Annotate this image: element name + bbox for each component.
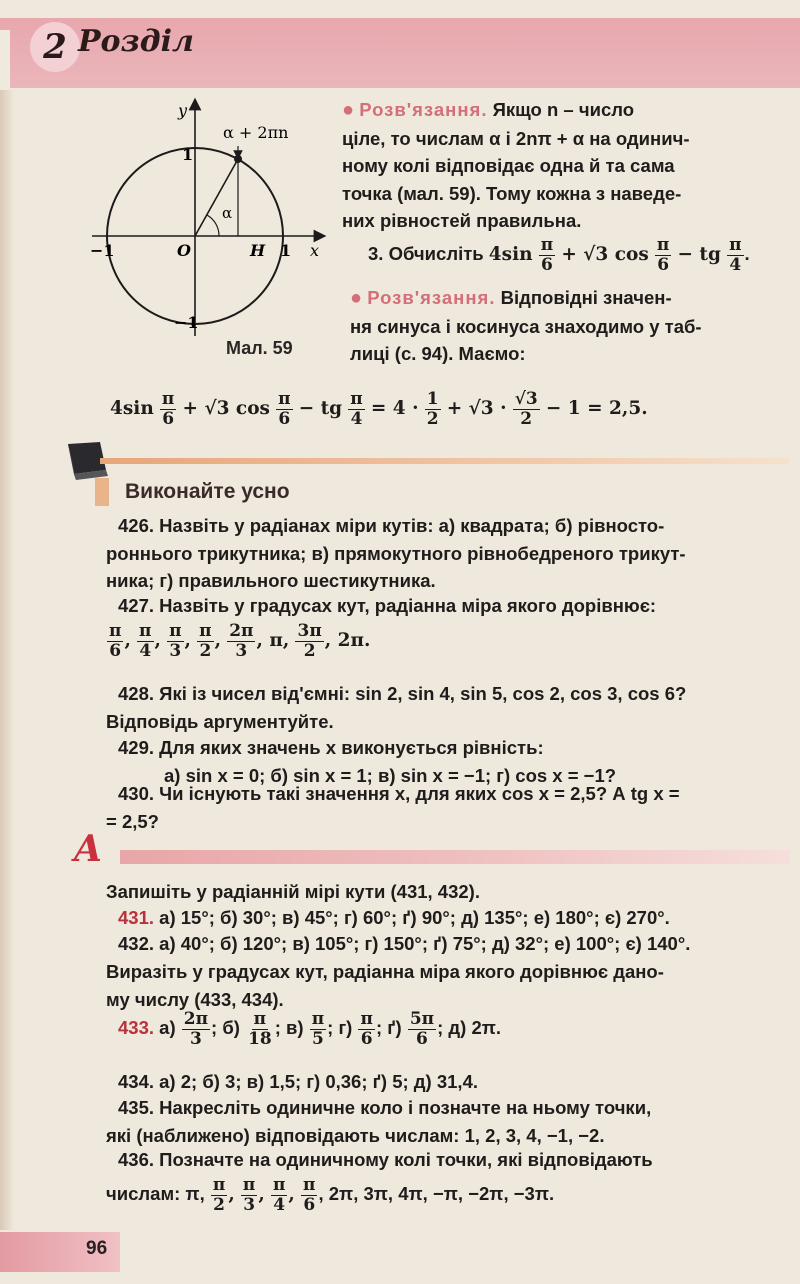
fraction xyxy=(425,390,441,429)
frac-num: π xyxy=(303,1175,316,1195)
unit-circle-figure xyxy=(82,96,332,351)
frac-num: π xyxy=(540,235,554,255)
frac-den: 4 xyxy=(273,1195,286,1215)
fraction xyxy=(241,1176,257,1215)
fraction xyxy=(358,1010,374,1049)
intro-431-432 xyxy=(106,878,480,906)
task-3-line xyxy=(368,235,750,275)
math-text: , xyxy=(124,630,131,652)
text-line: ника; г) правильного шестикутника. xyxy=(106,570,436,591)
solution-1-line-1 xyxy=(342,96,772,125)
frac-den: 6 xyxy=(109,641,122,661)
fraction xyxy=(408,1010,436,1049)
text-part: числам: π, xyxy=(106,1183,205,1205)
fraction xyxy=(227,622,255,661)
fraction xyxy=(301,1176,317,1215)
frac-den: 4 xyxy=(729,255,742,275)
section-tab xyxy=(95,478,109,506)
fraction xyxy=(295,622,323,661)
text-line: які (наближено) відповідають числам: 1, 2, 3, 4, −1, −2. xyxy=(106,1124,605,1146)
frac-num: π xyxy=(253,1009,267,1029)
fraction xyxy=(348,390,364,429)
problem-text: а) 15°; б) 30°; в) 45°; г) 60°; ґ) 90°; д) 135°; е) 180°; є) 270°. xyxy=(159,907,670,928)
frac-num: π xyxy=(242,1175,256,1195)
figure-caption: Мал. 59 xyxy=(226,338,293,358)
math-text: , 2π. xyxy=(324,630,371,652)
frac-den: 2 xyxy=(303,641,316,661)
angle-arc xyxy=(207,215,219,236)
frac-den: 4 xyxy=(350,409,363,429)
text-line: 436. Позначте на одиничному колі точки, які відповідають xyxy=(118,1149,653,1170)
frac-num: π xyxy=(729,235,742,255)
text-line: Запишіть у радіанній мірі кути (431, 432). xyxy=(106,881,480,902)
fraction xyxy=(727,236,743,275)
problem-432 xyxy=(118,930,690,958)
frac-num: 2π xyxy=(183,1009,209,1029)
problem-text: а) 40°; б) 120°; в) 105°; г) 150°; ґ) 75°; д) 32°; е) 100°; є) 140°. xyxy=(159,933,691,954)
problem-426 xyxy=(106,512,778,595)
math-text: , xyxy=(258,1184,265,1206)
bullet-icon: ● xyxy=(342,99,355,121)
frac-den: 6 xyxy=(278,409,291,429)
frac-num: π xyxy=(169,621,182,641)
y-axis-label: y xyxy=(178,101,188,120)
frac-den: 6 xyxy=(416,1029,428,1049)
origin-label: O xyxy=(177,241,191,260)
frac-den: 6 xyxy=(360,1029,373,1049)
point-on-circle xyxy=(234,155,242,163)
frac-num: 2π xyxy=(229,621,254,641)
frac-den: 2 xyxy=(520,409,533,429)
text-line: ному колі відповідає одна й та сама xyxy=(342,155,675,176)
level-a-mark: A xyxy=(74,828,102,870)
math-text: , xyxy=(154,630,161,652)
fraction xyxy=(182,1010,210,1049)
fraction xyxy=(137,622,153,661)
point-label: α + 2πn xyxy=(223,123,289,142)
point-h-label: H xyxy=(250,241,266,260)
header-notch xyxy=(0,30,10,90)
frac-den: 3 xyxy=(169,641,182,661)
frac-den: 3 xyxy=(189,1029,202,1049)
text-line: Якщо n – число xyxy=(492,99,635,120)
fraction xyxy=(197,622,213,661)
text-line: ціле, то числам α і 2nπ + α на одинич- xyxy=(342,127,690,149)
text-line: = 2,5? xyxy=(106,810,159,832)
frac-num: π xyxy=(161,389,175,409)
frac-den: 3 xyxy=(243,1195,256,1215)
math-text: , xyxy=(228,1184,235,1206)
frac-den: 6 xyxy=(657,255,670,275)
problem-431 xyxy=(118,904,670,932)
bullet-icon: ● xyxy=(350,287,363,309)
angle-values xyxy=(106,621,371,661)
text-line: 429. Для яких значень x виконується рівність: xyxy=(118,737,544,758)
x-one-label: 1 xyxy=(280,241,292,260)
problem-436 xyxy=(118,1146,653,1174)
math-text: − tg xyxy=(298,398,343,420)
math-text: . xyxy=(744,243,750,265)
text-line: 428. Які із чисел від'ємні: sin 2, sin 4, sin 5, cos 2, cos 3, cos 6? xyxy=(118,683,687,704)
text-line xyxy=(106,1175,555,1215)
fraction xyxy=(655,236,671,275)
problem-number: 431. xyxy=(118,907,155,928)
frac-num: π xyxy=(212,1175,226,1195)
result-equation xyxy=(110,390,648,429)
fraction xyxy=(211,1176,227,1215)
frac-den: 6 xyxy=(303,1195,316,1215)
page-gutter-shade xyxy=(0,90,14,1230)
text-line: лиці (с. 94). Маємо: xyxy=(350,343,526,364)
text-line: 426. Назвіть у радіанах міри кутів: а) квадрата; б) рівносто- xyxy=(118,515,665,536)
text-line: Виразіть у градусах кут, радіанна міра якого дорівнює дано- xyxy=(106,961,664,982)
frac-num: π xyxy=(656,235,670,255)
math-text: , xyxy=(214,630,222,652)
x-minus-one-label: −1 xyxy=(90,241,115,260)
page-number: 96 xyxy=(86,1238,108,1259)
math-text: 4sin xyxy=(488,244,533,266)
problem-number: 433. xyxy=(118,1017,155,1039)
problem-427 xyxy=(118,592,656,620)
frac-num: π xyxy=(311,1009,325,1029)
chapter-label: Розділ xyxy=(78,24,194,59)
text-part: ; б) xyxy=(211,1017,240,1039)
fraction xyxy=(246,1010,274,1049)
fraction xyxy=(107,622,123,661)
solution-1 xyxy=(342,96,772,235)
text-line: а) sin x = 0; б) sin x = 1; в) sin x = −1; г) cos x = −1? xyxy=(164,764,617,786)
x-axis-label: x xyxy=(310,241,320,260)
frac-num: π xyxy=(139,621,152,641)
math-text: − tg xyxy=(677,244,721,266)
solution-2 xyxy=(350,284,770,368)
y-one-label: 1 xyxy=(182,145,194,164)
math-text: + √3 cos xyxy=(561,244,649,266)
math-text: = 4 · xyxy=(370,398,419,420)
frac-num: π xyxy=(109,621,122,641)
text-line: 430. Чи існують такі значення x, для яких cos x = 2,5? А tg x = xyxy=(118,783,680,804)
math-text: − 1 = 2,5. xyxy=(545,398,648,420)
problem-430 xyxy=(106,780,680,835)
frac-den: 6 xyxy=(541,255,553,275)
frac-den: 5 xyxy=(312,1029,324,1049)
frac-num: π xyxy=(199,621,212,641)
text-line xyxy=(118,904,670,932)
math-text: + √3 cos xyxy=(182,398,270,420)
text-line: 427. Назвіть у градусах кут, радіанна міра якого дорівнює: xyxy=(118,595,657,616)
angle-label: α xyxy=(222,204,233,222)
intro-433-434 xyxy=(106,958,664,1013)
frac-num: √3 xyxy=(514,389,538,409)
frac-num: 5π xyxy=(409,1009,435,1029)
frac-num: 1 xyxy=(426,389,439,409)
section-divider-bar xyxy=(100,458,790,464)
section-title-oral: Виконайте усно xyxy=(125,480,290,503)
text-line: 434. а) 2; б) 3; в) 1,5; г) 0,36; ґ) 5; д) 31,4. xyxy=(118,1071,478,1092)
solution-label: Розв'язання. xyxy=(359,99,488,120)
text-part: а) xyxy=(159,1017,176,1039)
problem-427-values xyxy=(106,622,371,661)
text-line: му числу (433, 434). xyxy=(106,988,284,1010)
math-text: , π, xyxy=(256,630,290,652)
solution-label: Розв'язання. xyxy=(367,287,496,308)
result-line xyxy=(110,389,648,429)
fraction xyxy=(167,622,183,661)
problem-435 xyxy=(106,1094,652,1149)
task-3-prefix: 3. Обчисліть xyxy=(368,243,484,265)
text-line: роннього трикутника; в) прямокутного рівнобедреного трикут- xyxy=(106,542,686,564)
text-part: ; ґ) xyxy=(375,1017,402,1039)
fraction xyxy=(276,390,292,429)
problem-433 xyxy=(118,1010,501,1049)
solution-2-line-1 xyxy=(350,284,770,313)
text-part: ; д) 2π. xyxy=(437,1017,502,1039)
text-line: ня синуса і косинуса знаходимо у таб- xyxy=(350,315,702,337)
text-part: , 2π, 3π, 4π, −π, −2π, −3π. xyxy=(318,1183,555,1205)
frac-den: 6 xyxy=(162,409,175,429)
fraction xyxy=(310,1010,326,1049)
level-a-bar xyxy=(120,850,790,864)
problem-434 xyxy=(118,1068,478,1096)
frac-num: π xyxy=(272,1175,286,1195)
frac-num: π xyxy=(350,389,363,409)
frac-den: 3 xyxy=(235,641,248,661)
problem-436-values xyxy=(106,1176,554,1215)
y-minus-one-label: −1 xyxy=(174,313,199,332)
frac-num: 3π xyxy=(297,621,322,641)
problem-number: 432. xyxy=(118,933,155,954)
fraction xyxy=(160,390,176,429)
text-line: Відповідні значен- xyxy=(500,287,672,308)
text-line: Відповідь аргументуйте. xyxy=(106,710,334,732)
frac-num: π xyxy=(278,389,291,409)
frac-num: π xyxy=(360,1009,373,1029)
math-text: , xyxy=(288,1184,295,1206)
text-part: ; в) xyxy=(274,1017,304,1039)
fraction xyxy=(271,1176,287,1215)
math-text: + √3 · xyxy=(446,398,507,420)
text-part: ; г) xyxy=(327,1017,353,1039)
problem-428 xyxy=(106,680,687,735)
text-line: них рівностей правильна. xyxy=(342,210,582,231)
text-line xyxy=(118,930,690,958)
text-line: точка (мал. 59). Тому кожна з наведе- xyxy=(342,182,682,204)
task-3 xyxy=(368,236,750,275)
math-text: , xyxy=(184,630,191,652)
frac-den: 4 xyxy=(139,641,152,661)
unit-circle-diagram xyxy=(82,96,332,346)
math-text: 4sin xyxy=(110,398,154,420)
frac-den: 18 xyxy=(248,1029,272,1049)
text-line: 435. Накресліть одиничне коло і позначте на ньому точки, xyxy=(118,1097,652,1118)
frac-den: 2 xyxy=(213,1195,226,1215)
fraction xyxy=(539,236,555,275)
frac-den: 2 xyxy=(199,641,212,661)
fraction xyxy=(513,390,540,429)
frac-den: 2 xyxy=(426,409,439,429)
chapter-number: 2 xyxy=(30,22,80,72)
text-line xyxy=(118,1009,502,1049)
